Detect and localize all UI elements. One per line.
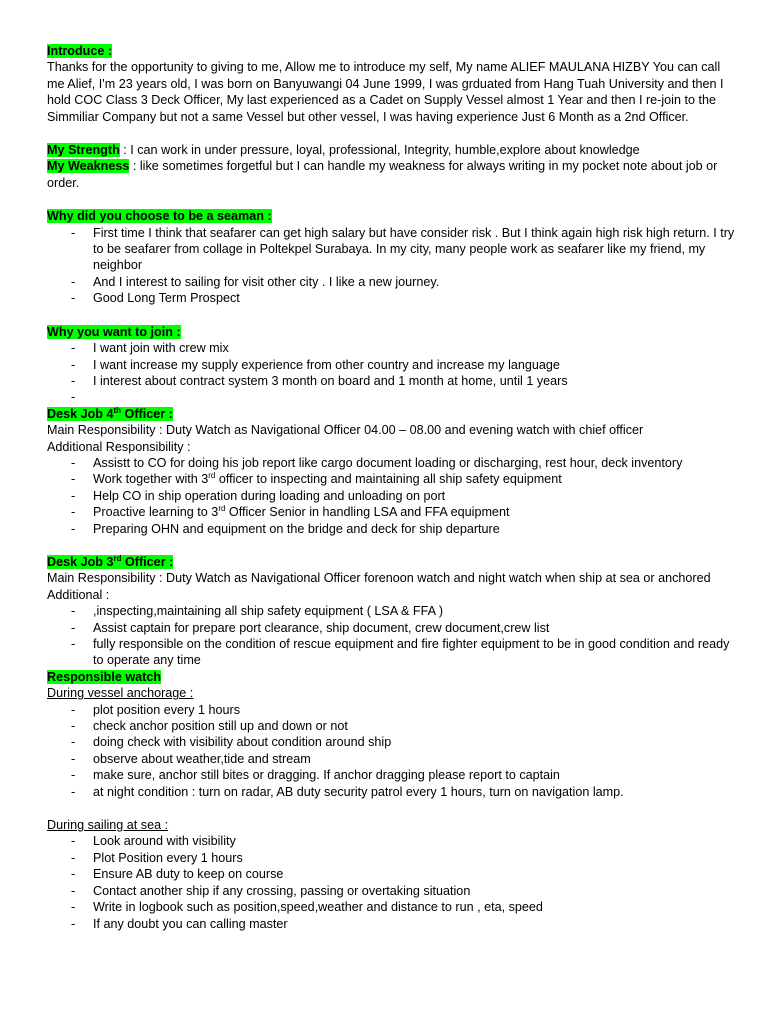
list-item: - Assistt to CO for doing his job report like cargo document loading or discharging, rest hour, deck inventory: [47, 455, 737, 471]
desk-4th-list: [47, 455, 737, 537]
list-item: - observe about weather,tide and stream: [47, 751, 737, 767]
list-item: - make sure, anchor still bites or dragging. If anchor dragging please report to captain: [47, 767, 737, 783]
weakness-text: : like sometimes forgetful but I can handle my weakness for always writing in my pocket note about job or order.: [47, 159, 718, 190]
strength-line: [47, 142, 737, 158]
list-item: - Help CO in ship operation during loading and unloading on port: [47, 488, 737, 504]
list-item: - Look around with visibility: [47, 833, 737, 849]
desk-3rd-list: [47, 603, 737, 669]
list-item: - doing check with visibility about condition around ship: [47, 734, 737, 750]
list-item: - I interest about contract system 3 month on board and 1 month at home, until 1 years: [47, 373, 737, 389]
list-item: - ,inspecting,maintaining all ship safety equipment ( LSA & FFA ): [47, 603, 737, 619]
list-item: - If any doubt you can calling master: [47, 916, 737, 932]
list-item: - Preparing OHN and equipment on the bridge and deck for ship departure: [47, 521, 737, 537]
list-item: - Good Long Term Prospect: [47, 290, 737, 306]
anchorage-list: [47, 702, 737, 800]
list-item: - And I interest to sailing for visit other city . I like a new journey.: [47, 274, 737, 290]
desk-3rd-additional-label: Additional :: [47, 587, 110, 602]
list-item: - at night condition : turn on radar, AB duty security patrol every 1 hours, turn on navigation lamp.: [47, 784, 737, 800]
responsible-watch-heading: Responsible watch: [47, 669, 162, 684]
weakness-label: My Weakness: [47, 159, 130, 174]
list-item: - check anchor position still up and down or not: [47, 718, 737, 734]
strength-text: : I can work in under pressure, loyal, professional, Integrity, humble,explore about knowledge: [119, 143, 640, 158]
why-join-heading: Why you want to join :: [47, 324, 181, 339]
desk-4th-main: Main Responsibility : Duty Watch as Navigational Officer 04.00 – 08.00 and evening watch with chief officer: [47, 423, 644, 438]
why-seaman-list: [47, 225, 737, 307]
strength-label: My Strength: [47, 143, 120, 158]
list-item: - plot position every 1 hours: [47, 702, 737, 718]
desk-3rd-main: Main Responsibility : Duty Watch as Navigational Officer forenoon watch and night watch when ship at sea or anchored: [47, 571, 711, 586]
list-item: - Plot Position every 1 hours: [47, 850, 737, 866]
list-item: - Assist captain for prepare port clearance, ship document, crew document,crew list: [47, 620, 737, 636]
sailing-list: [47, 833, 737, 931]
desk-4th-additional-label: Additional Responsibility :: [47, 439, 191, 454]
desk-3rd-heading: Desk Job 3rd Officer :: [47, 553, 174, 569]
introduce-text: Thanks for the opportunity to giving to me, Allow me to introduce my self, My name ALIEF MAULANA HIZBY You can call me Alief, I'm 23 years old, I was born on Banyuwangi 04 June 1999, I was grduated from Hang Tuah University and then I hold COC Class 3 Deck Officer, My last experienced as a Cadet on Supply Vessel almost 1 Year and then I re-join to the Simmiliar Company but not a same Vessel but other vessel, I was having experience Just 6 Month as a 2nd Officer.: [47, 60, 724, 124]
list-item: - I want increase my supply experience from other country and increase my language: [47, 357, 737, 373]
list-item: - Work together with 3rd officer to inspecting and maintaining all ship safety equipment: [47, 471, 737, 487]
desk-4th-heading: Desk Job 4th Officer :: [47, 405, 173, 421]
anchorage-label: During vessel anchorage :: [47, 686, 194, 701]
sailing-label: During sailing at sea :: [47, 818, 169, 833]
list-item: - First time I think that seafarer can get high salary but have consider risk . But I think again high risk high return. I try to be seafarer from collage in Poltekpel Surabaya. In my city, many people work as seafarer like my friend, my neighbor: [47, 225, 737, 274]
list-item: - Write in logbook such as position,speed,weather and distance to run , eta, speed: [47, 899, 737, 915]
why-join-list: [47, 340, 737, 406]
introduce-heading: Introduce :: [47, 44, 113, 58]
weakness-line: [47, 158, 737, 191]
list-item: - I want join with crew mix: [47, 340, 737, 356]
why-seaman-heading: Why did you choose to be a seaman :: [47, 209, 272, 224]
list-item-empty: [47, 389, 737, 405]
list-item: - fully responsible on the condition of rescue equipment and fire fighter equipment to be in good condition and ready to operate any time: [47, 636, 737, 669]
list-item: - Contact another ship if any crossing, passing or overtaking situation: [47, 883, 737, 899]
document-page: [47, 43, 737, 932]
list-item: - Proactive learning to 3rd Officer Senior in handling LSA and FFA equipment: [47, 504, 737, 520]
list-item: - Ensure AB duty to keep on course: [47, 866, 737, 882]
